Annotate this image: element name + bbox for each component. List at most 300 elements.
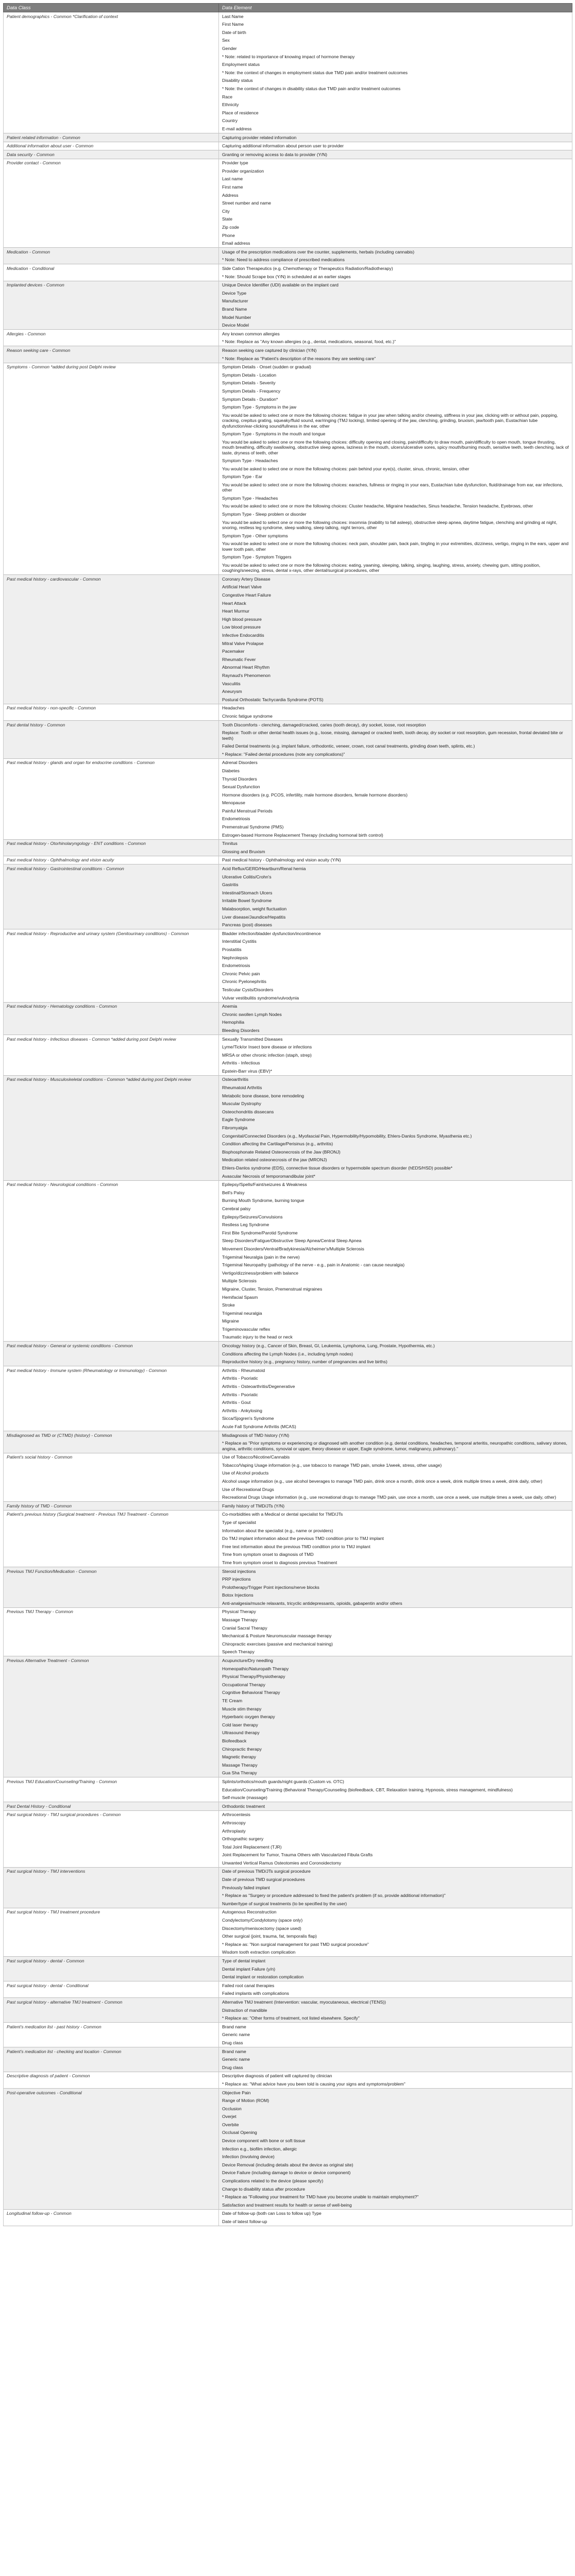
data-element-cell: Mitral Valve Prolapse	[219, 639, 572, 648]
data-class-cell: Past medical history - General or systemic conditions - Common	[4, 1342, 219, 1350]
table-row	[4, 2145, 572, 2153]
table-row	[4, 664, 572, 672]
table-row	[4, 305, 572, 313]
table-row	[4, 553, 572, 562]
data-element-cell: Steroid injections	[219, 1567, 572, 1575]
data-class-cell	[4, 1019, 219, 1027]
data-class-cell	[4, 921, 219, 929]
data-class-cell	[4, 502, 219, 511]
data-class-cell	[4, 1681, 219, 1689]
table-row	[4, 729, 572, 742]
table-row	[4, 1325, 572, 1333]
data-element-cell: Overbite	[219, 2121, 572, 2129]
data-class-cell	[4, 913, 219, 921]
data-class-cell	[4, 1940, 219, 1948]
data-class-cell: Past Dental History - Conditional	[4, 1802, 219, 1811]
data-element-cell: You would be asked to select one or more the following choices: fatigue in your jaw when talking and/or chewing, stiffness in your jaw, clicking with or without pain, popping, cracking, crepitus grating, squeaky/fluid sound, ear/ringing (TMJ locking), limited opening of the jaw, clenching, grinding, bruxism, jaw/tooth pain, Eustachian tube dysfunction/ear-clicking sound/fullness in the ear, other	[219, 411, 572, 430]
table-row	[4, 783, 572, 791]
data-element-cell: Symptom Details - Location	[219, 371, 572, 379]
data-element-cell: Symptom Details - Frequency	[219, 387, 572, 395]
data-class-cell	[4, 1786, 219, 1794]
table-row	[4, 1051, 572, 1059]
data-class-cell	[4, 61, 219, 69]
data-element-cell: Change to disability status after procedure	[219, 2185, 572, 2193]
table-row	[4, 101, 572, 109]
table-row	[4, 865, 572, 873]
data-element-cell: Eagle Syndrome	[219, 1116, 572, 1124]
table-row	[4, 264, 572, 273]
table-row	[4, 1261, 572, 1269]
data-element-cell: Use of Recreational Drugs	[219, 1485, 572, 1494]
data-class-cell	[4, 1026, 219, 1035]
data-class-cell	[4, 986, 219, 994]
table-row	[4, 133, 572, 142]
table-row	[4, 1197, 572, 1205]
data-element-cell: Date of birth	[219, 28, 572, 37]
data-class-cell	[4, 1705, 219, 1713]
table-row	[4, 1043, 572, 1052]
data-class-cell	[4, 1108, 219, 1116]
table-row	[4, 494, 572, 502]
data-element-cell: * Replace as "Prior symptoms or experiencing or diagnosed with another condition (e.g. dental conditions, headaches, temporal arteritis, neuropathic conditions, salivary stones, angina, arthritic conditions, synovial or upper, theory disease or upper, Eagle syndrome, tumor, malignancy, pulmonary)."	[219, 1439, 572, 1453]
table-row	[4, 1277, 572, 1285]
table-row	[4, 978, 572, 986]
data-class-cell: Past medical history - Musculoskeletal conditions - Common *added during post Delphi review	[4, 1075, 219, 1083]
table-row	[4, 1172, 572, 1180]
data-element-cell: First Bite Syndrome/Parotid Syndrome	[219, 1229, 572, 1237]
data-element-cell: Muscular Dystrophy	[219, 1100, 572, 1108]
table-row	[4, 1583, 572, 1591]
data-element-cell: Descriptive diagnosis of patient will captured by clinician	[219, 2072, 572, 2080]
data-element-cell: Conditions affecting the Lymph Nodes (i.e., including lymph nodes)	[219, 1350, 572, 1358]
table-row	[4, 1285, 572, 1293]
data-class-cell	[4, 1761, 219, 1769]
table-row	[4, 21, 572, 29]
table-row	[4, 1794, 572, 1802]
data-class-cell	[4, 696, 219, 704]
data-class-cell	[4, 1293, 219, 1301]
data-class-cell	[4, 430, 219, 438]
table-row	[4, 1713, 572, 1721]
data-class-cell	[4, 938, 219, 946]
data-element-cell: Autogenous Reconstruction	[219, 1908, 572, 1916]
data-class-cell	[4, 84, 219, 93]
data-element-cell: Unique Device Identifier (UDI) available on the implant card	[219, 281, 572, 289]
data-element-cell: Vulvar vestibulitis syndrome/vulvodynia	[219, 994, 572, 1002]
data-element-cell: Symptom Type - Symptom Triggers	[219, 553, 572, 562]
table-row	[4, 758, 572, 767]
data-element-cell: Model Number	[219, 313, 572, 321]
data-element-cell: Abnormal Heart Rhythm	[219, 664, 572, 672]
table-row	[4, 1875, 572, 1884]
data-class-cell	[4, 631, 219, 639]
table-row	[4, 1375, 572, 1383]
data-element-cell: Symptom Type - Headaches	[219, 494, 572, 502]
data-class-cell	[4, 313, 219, 321]
data-element-cell: Migraine, Cluster, Tension, Premenstrual migraines	[219, 1285, 572, 1293]
data-element-cell: Brand name	[219, 2047, 572, 2055]
data-class-cell	[4, 1213, 219, 1221]
data-class-cell: Misdiagnosed as TMD or (CTMD) (history) - Common	[4, 1431, 219, 1439]
table-row	[4, 1140, 572, 1148]
table-row	[4, 1358, 572, 1366]
table-row	[4, 465, 572, 473]
table-row	[4, 2088, 572, 2096]
data-class-cell	[4, 199, 219, 208]
table-row	[4, 125, 572, 133]
table-row	[4, 1059, 572, 1067]
data-class-cell	[4, 231, 219, 240]
data-element-cell: Heart Murmur	[219, 607, 572, 616]
data-element-cell: Infective Endocarditis	[219, 631, 572, 639]
data-class-cell	[4, 69, 219, 77]
data-element-cell: Occupational Therapy	[219, 1681, 572, 1689]
table-row	[4, 1697, 572, 1705]
table-row	[4, 712, 572, 720]
data-element-cell: Avascular Necrosis of temporomandibular joint*	[219, 1172, 572, 1180]
table-row	[4, 518, 572, 532]
data-element-cell: Ultrasound therapy	[219, 1729, 572, 1737]
data-class-cell	[4, 481, 219, 494]
table-row	[4, 248, 572, 256]
data-class-cell	[4, 1189, 219, 1197]
data-class-cell: Previous TMJ Function/Medication - Common	[4, 1567, 219, 1575]
table-row	[4, 1998, 572, 2006]
data-element-cell: Self-muscle (massage)	[219, 1794, 572, 1802]
table-row	[4, 430, 572, 438]
data-element-cell: Medication related osteonecrosis of the jaw (MRONJ)	[219, 1156, 572, 1164]
data-element-cell: Misdiagnosis of TMD history (Y/N)	[219, 1431, 572, 1439]
table-row	[4, 1965, 572, 1973]
data-element-cell: Fibromyalgia	[219, 1124, 572, 1132]
data-class-cell	[4, 1916, 219, 1924]
table-row	[4, 1892, 572, 1900]
data-class-cell	[4, 2056, 219, 2064]
data-element-cell: Hemophilia	[219, 1019, 572, 1027]
table-row	[4, 1551, 572, 1559]
data-element-cell: Arthritis - Psoriatic	[219, 1391, 572, 1399]
data-element-cell: Arthroscopy	[219, 1819, 572, 1827]
data-element-cell: Gastritis	[219, 881, 572, 889]
data-class-cell: Post-operative outcomes - Conditional	[4, 2088, 219, 2096]
data-class-cell	[4, 465, 219, 473]
table-row	[4, 1075, 572, 1083]
data-element-cell: Date of latest follow-up	[219, 2217, 572, 2226]
table-row	[4, 2063, 572, 2072]
data-element-cell: Endometriosis	[219, 815, 572, 823]
data-element-cell: Congenital/Connected Disorders (e.g., Myofascial Pain, Hypermobility/Hypomobility, Ehlers-Danlos Syndrome, Myasthenia etc.)	[219, 1132, 572, 1140]
data-class-cell	[4, 1591, 219, 1600]
table-row	[4, 1607, 572, 1616]
data-element-cell: Range of Motion (ROM)	[219, 2097, 572, 2105]
table-row	[4, 1981, 572, 1990]
data-element-cell: Muscle stim therapy	[219, 1705, 572, 1713]
table-row	[4, 1616, 572, 1624]
data-class-cell	[4, 1124, 219, 1132]
data-class-cell	[4, 1535, 219, 1543]
data-element-cell: Race	[219, 93, 572, 101]
data-element-cell: * Note: Should Scrape box (Y/N) in scheduled at an earlier stages	[219, 273, 572, 281]
data-class-cell: Patient demographics - Common *Clarification of context	[4, 12, 219, 21]
data-element-cell: Sexual Dysfunction	[219, 783, 572, 791]
data-elements-table	[3, 3, 572, 2226]
table-row	[4, 1309, 572, 1317]
data-class-cell	[4, 1132, 219, 1140]
table-row	[4, 191, 572, 199]
data-class-cell: Previous Alternative Treatment - Common	[4, 1656, 219, 1665]
data-element-cell: Condition affecting the Cartilage/Perisinus (e.g., arthritis)	[219, 1140, 572, 1148]
data-element-cell: Sex	[219, 37, 572, 45]
data-element-cell: City	[219, 207, 572, 215]
table-row	[4, 623, 572, 632]
table-row	[4, 1382, 572, 1391]
data-element-cell: Objective Pain	[219, 2088, 572, 2096]
data-element-cell: Biofeedback	[219, 1737, 572, 1745]
data-class-cell	[4, 403, 219, 412]
table-row	[4, 1745, 572, 1753]
data-class-cell	[4, 183, 219, 191]
data-class-cell: Medication - Conditional	[4, 264, 219, 273]
data-element-cell: Place of residence	[219, 109, 572, 117]
data-element-cell: Arthritis - Infectious	[219, 1059, 572, 1067]
table-row	[4, 1485, 572, 1494]
data-class-cell	[4, 1892, 219, 1900]
table-row	[4, 1948, 572, 1957]
data-class-cell	[4, 688, 219, 696]
table-row	[4, 1648, 572, 1656]
table-row	[4, 207, 572, 215]
data-class-cell	[4, 1583, 219, 1591]
data-class-cell	[4, 742, 219, 751]
data-element-cell: You would be asked to select one or more the following choices: pain behind your eye(s), cluster, sinus, chronic, tension, other	[219, 465, 572, 473]
data-class-cell	[4, 583, 219, 591]
table-row	[4, 1867, 572, 1875]
data-class-cell	[4, 1665, 219, 1673]
data-class-cell	[4, 2177, 219, 2185]
table-row	[4, 583, 572, 591]
table-row	[4, 929, 572, 938]
table-row	[4, 1769, 572, 1777]
table-row	[4, 1518, 572, 1527]
data-class-cell	[4, 191, 219, 199]
data-class-cell	[4, 305, 219, 313]
data-class-cell	[4, 2063, 219, 2072]
data-class-cell	[4, 1843, 219, 1851]
data-element-cell: Last name	[219, 175, 572, 183]
data-element-cell: Prostatitis	[219, 945, 572, 954]
data-class-cell	[4, 1010, 219, 1019]
data-class-cell	[4, 1358, 219, 1366]
data-element-cell: Orthodontic treatment	[219, 1802, 572, 1811]
data-element-cell: Infection (Involving device)	[219, 2153, 572, 2161]
data-class-cell	[4, 321, 219, 330]
data-class-cell	[4, 1924, 219, 1933]
data-class-cell	[4, 561, 219, 575]
data-element-cell: Ethnicity	[219, 101, 572, 109]
data-class-cell: Longitudinal follow-up - Common	[4, 2209, 219, 2217]
data-element-cell: Generic name	[219, 2056, 572, 2064]
data-class-cell	[4, 540, 219, 553]
data-class-cell	[4, 1794, 219, 1802]
data-class-cell	[4, 1317, 219, 1326]
data-class-cell	[4, 2201, 219, 2209]
data-element-cell: Bell's Palsy	[219, 1189, 572, 1197]
data-class-cell	[4, 167, 219, 175]
table-row	[4, 1802, 572, 1811]
data-class-cell	[4, 2121, 219, 2129]
data-class-cell: Past medical history - Neurological conditions - Common	[4, 1180, 219, 1189]
data-class-cell	[4, 1819, 219, 1827]
data-element-cell: Chiropractic exercises (passive and mechanical training)	[219, 1640, 572, 1648]
table-row	[4, 2105, 572, 2113]
table-row	[4, 2161, 572, 2169]
data-element-cell: You would be asked to select one or more the following choices: Cluster headache, Migraine headaches, Sinus headache, Tension headache, Eyebrows, other	[219, 502, 572, 511]
data-element-cell: Overjet	[219, 2113, 572, 2121]
data-element-cell: Adrenal Disorders	[219, 758, 572, 767]
table-row	[4, 1132, 572, 1140]
data-class-cell	[4, 2145, 219, 2153]
table-row	[4, 671, 572, 680]
data-class-cell	[4, 473, 219, 481]
data-class-cell: Patient's previous history (Surgical treatment - Previous TMJ Treatment - Common	[4, 1510, 219, 1518]
data-element-cell: Email address	[219, 240, 572, 248]
table-row	[4, 1269, 572, 1277]
data-element-cell: Headaches	[219, 704, 572, 712]
data-class-cell	[4, 2014, 219, 2023]
data-element-cell: Bleeding Disorders	[219, 1026, 572, 1035]
data-class-cell	[4, 1156, 219, 1164]
table-row	[4, 631, 572, 639]
table-row	[4, 905, 572, 913]
table-row	[4, 1399, 572, 1407]
data-element-cell: Address	[219, 191, 572, 199]
table-row	[4, 1461, 572, 1469]
table-row	[4, 889, 572, 897]
data-element-cell: MRSA or other chronic infection (staph, strep)	[219, 1051, 572, 1059]
table-row	[4, 848, 572, 856]
table-row	[4, 1469, 572, 1478]
table-row	[4, 1213, 572, 1221]
table-row	[4, 1591, 572, 1600]
data-element-cell: Unwanted Vertical Ramus Osteotomies and Coronoidectomy	[219, 1859, 572, 1867]
table-row	[4, 273, 572, 281]
data-class-cell	[4, 873, 219, 881]
data-element-cell: E-mail address	[219, 125, 572, 133]
data-element-cell: Any known common allergies	[219, 330, 572, 338]
data-class-cell	[4, 28, 219, 37]
data-class-cell	[4, 240, 219, 248]
data-element-cell: Dental implant or restoration complication	[219, 1973, 572, 1981]
data-element-cell: Trigeminal Neuralgia (pain in the nerve)	[219, 1253, 572, 1261]
data-element-cell: Capturing additional information about person user to provider	[219, 142, 572, 150]
data-element-cell: Use of Alcohol products	[219, 1469, 572, 1478]
data-class-cell	[4, 1229, 219, 1237]
data-element-cell: * Replace: "Failed dental procedures (note any complications)"	[219, 750, 572, 758]
table-row	[4, 1180, 572, 1189]
data-element-cell: Replace: Tooth or other dental health issues (e.g., loose, missing, damaged or cracked teeth, tooth decay, dry socket or root resorption, gum recession, frontal deviated bite or teeth)	[219, 729, 572, 742]
table-row	[4, 403, 572, 412]
data-class-cell	[4, 2129, 219, 2137]
table-row	[4, 1632, 572, 1640]
data-element-cell: Menopause	[219, 799, 572, 807]
table-row	[4, 2185, 572, 2193]
data-element-cell: Acid Reflux/GERD/Heartburn/Renal hernia	[219, 865, 572, 873]
data-class-cell	[4, 599, 219, 607]
data-class-cell	[4, 1325, 219, 1333]
data-class-cell	[4, 655, 219, 664]
data-element-cell: Date of previous TMD surgical procedures	[219, 1875, 572, 1884]
data-class-cell	[4, 1551, 219, 1559]
data-element-cell: Time from symptom onset to diagnosis previous Treatment	[219, 1558, 572, 1567]
data-element-cell: Alcohol usage information (e.g., use alcohol beverages to manage TMD pain, drink once a month, drink once a week, drink multiple times a week, drink daily, other)	[219, 1477, 572, 1485]
data-element-cell: Malabsorption, weight fluctuation	[219, 905, 572, 913]
table-row	[4, 881, 572, 889]
table-row	[4, 1035, 572, 1043]
table-row	[4, 1019, 572, 1027]
data-element-cell: Epilepsy/Seizures/Convulsions	[219, 1213, 572, 1221]
table-row	[4, 28, 572, 37]
table-row	[4, 1665, 572, 1673]
table-row	[4, 44, 572, 53]
table-row	[4, 873, 572, 881]
table-row	[4, 2031, 572, 2039]
data-class-cell: Symptoms - Common *added during post Delphi review	[4, 363, 219, 371]
data-class-cell: Past surgical history - alternative TMJ treatment - Common	[4, 1998, 219, 2006]
data-class-cell: Past medical history - cardiovascular - Common	[4, 575, 219, 583]
data-element-cell: Ehlers-Danlos syndrome (EDS), connective tissue disorders or hypermobile spectrum disorder (hEDS/HSD) possible*	[219, 1164, 572, 1172]
table-row	[4, 1010, 572, 1019]
table-row	[4, 1737, 572, 1745]
data-element-cell: Epilepsy/Spells/Faint/seizures & Weakness	[219, 1180, 572, 1189]
data-element-cell: Botox Injections	[219, 1591, 572, 1600]
data-element-cell: * Note: related to importance of knowing impact of hormone therapy	[219, 53, 572, 61]
table-row	[4, 199, 572, 208]
table-row	[4, 799, 572, 807]
data-element-cell: * Note: Replace as "Any known allergies (e.g., dental, medications, seasonal, food, etc.)"	[219, 338, 572, 346]
data-class-cell	[4, 371, 219, 379]
table-row	[4, 510, 572, 518]
table-row	[4, 150, 572, 159]
data-element-cell: Anemia	[219, 1002, 572, 1010]
data-element-cell: Gender	[219, 44, 572, 53]
table-row	[4, 338, 572, 346]
data-element-cell: * Replace as "Following your treatment for TMD have you become unable to maintain employment?"	[219, 2193, 572, 2201]
data-class-cell	[4, 1277, 219, 1285]
data-class-cell	[4, 775, 219, 783]
data-element-cell: Symptom Type - Symptoms in the jaw	[219, 403, 572, 412]
table-row	[4, 473, 572, 481]
data-class-cell	[4, 831, 219, 839]
table-row	[4, 720, 572, 728]
data-class-cell	[4, 1990, 219, 1998]
data-class-cell	[4, 1494, 219, 1502]
data-element-cell: TE Cream	[219, 1697, 572, 1705]
data-element-cell: You would be asked to select one or more the following choices: neck pain, shoulder pain, back pain, tingling in your extremities, dizziness, vertigo, ringing in the ears, upper and lower tooth pain, other	[219, 540, 572, 553]
data-class-cell	[4, 1624, 219, 1632]
data-class-cell	[4, 848, 219, 856]
table-row	[4, 1156, 572, 1164]
data-class-cell	[4, 2031, 219, 2039]
data-class-cell	[4, 1197, 219, 1205]
table-row	[4, 363, 572, 371]
data-class-cell	[4, 1769, 219, 1777]
table-row	[4, 1761, 572, 1769]
data-element-cell: Granting or removing access to data to provider (Y/N)	[219, 150, 572, 159]
data-class-cell	[4, 2080, 219, 2088]
data-class-cell	[4, 1884, 219, 1892]
data-class-cell: Past medical history - Immune system (Rheumatology or Immunology) - Common	[4, 1366, 219, 1375]
table-row	[4, 2097, 572, 2105]
